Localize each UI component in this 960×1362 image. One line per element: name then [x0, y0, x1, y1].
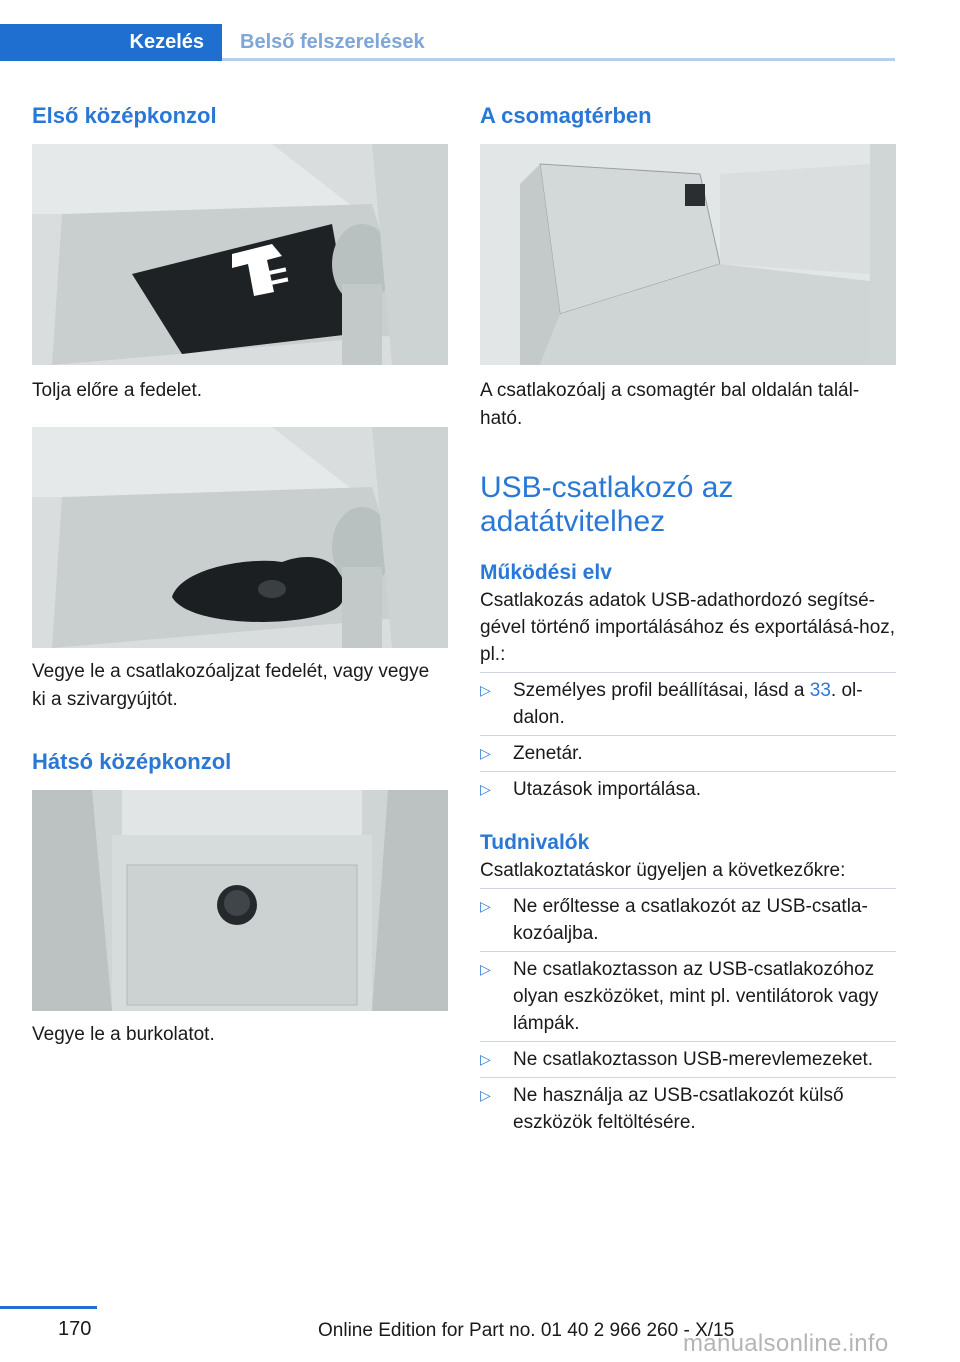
list-item: ▷ Zenetár. [480, 735, 896, 771]
paragraph-principle: Csatlakozás adatok USB-adathordozó segítsé-gével történő importálásához és exportálásá-hoz, pl.: [480, 590, 896, 665]
subheading-operating-principle: Működési elv [480, 561, 612, 584]
edition-text: Online Edition for Part no. 01 40 2 966 260 - X/15 [318, 1320, 735, 1341]
caption-remove-socket-cover: Vegye le a csatlakozóaljzat fedelét, vagy vegye ki a szivargyújtót. [32, 661, 430, 710]
tab-kezeles[interactable]: Kezelés [0, 24, 222, 61]
bullet-triangle-icon: ▷ [480, 745, 491, 761]
heading-usb: USB-csatlakozó az adatátvitelhez [480, 471, 734, 538]
watermark: manualsonline.info [683, 1330, 889, 1357]
section-title-rear-console: Hátsó középkonzol [32, 749, 232, 774]
photo-trunk [480, 144, 896, 365]
subheading-notes: Tudnivalók [480, 831, 590, 854]
bullet-triangle-icon: ▷ [480, 1051, 491, 1067]
list-item: ▷ Ne használja az USB-csatlakozót külső eszközök feltöltésére. [480, 1077, 896, 1140]
paragraph-notes: Csatlakoztatáskor ügyeljen a következőkre: [480, 860, 846, 881]
bullet-triangle-icon: ▷ [480, 898, 491, 914]
list-item: ▷ Ne csatlakoztasson az USB-csatlakozóhoz olyan eszközöket, mint pl. ventilátorok vagy lámpák. [480, 951, 896, 1041]
bullet-list-notes [480, 888, 896, 1140]
bullet-triangle-icon: ▷ [480, 781, 491, 797]
photo-rear-console [32, 790, 448, 1011]
bullet-triangle-icon: ▷ [480, 1087, 491, 1103]
header-divider [222, 58, 895, 61]
photo-front-console-cover [32, 144, 448, 365]
caption-remove-trim: Vegye le a burkolatot. [32, 1024, 215, 1045]
list-item: ▷ Ne csatlakoztasson USB-merevlemezeket. [480, 1041, 896, 1077]
tab-belso-felszerelesek[interactable]: Belső felszerelések [240, 31, 425, 53]
right-column [480, 100, 896, 1140]
bullet-list-usage [480, 672, 896, 807]
chapter-header [0, 24, 895, 61]
page-link[interactable]: 33 [809, 680, 831, 701]
page-number: 170 [58, 1318, 92, 1340]
section-title-front-console: Első középkonzol [32, 103, 217, 128]
left-column [32, 100, 448, 1049]
caption-trunk-socket: A csatlakozóalj a csomagtér bal oldalán talál-ható. [480, 380, 860, 429]
list-item: ▷ Utazások importálása. [480, 771, 896, 807]
section-title-trunk: A csomagtérben [480, 103, 652, 128]
caption-push-cover: Tolja előre a fedelet. [32, 380, 203, 401]
photo-front-console-socket [32, 427, 448, 648]
list-item: ▷ Ne erőltesse a csatlakozót az USB-csatla-kozóaljba. [480, 888, 896, 951]
bullet-triangle-icon: ▷ [480, 682, 491, 698]
list-item: ▷ Személyes profil beállításai, lásd a 33. ol-dalon. [480, 672, 896, 735]
footer-accent-line [0, 1306, 97, 1309]
bullet-triangle-icon: ▷ [480, 961, 491, 977]
